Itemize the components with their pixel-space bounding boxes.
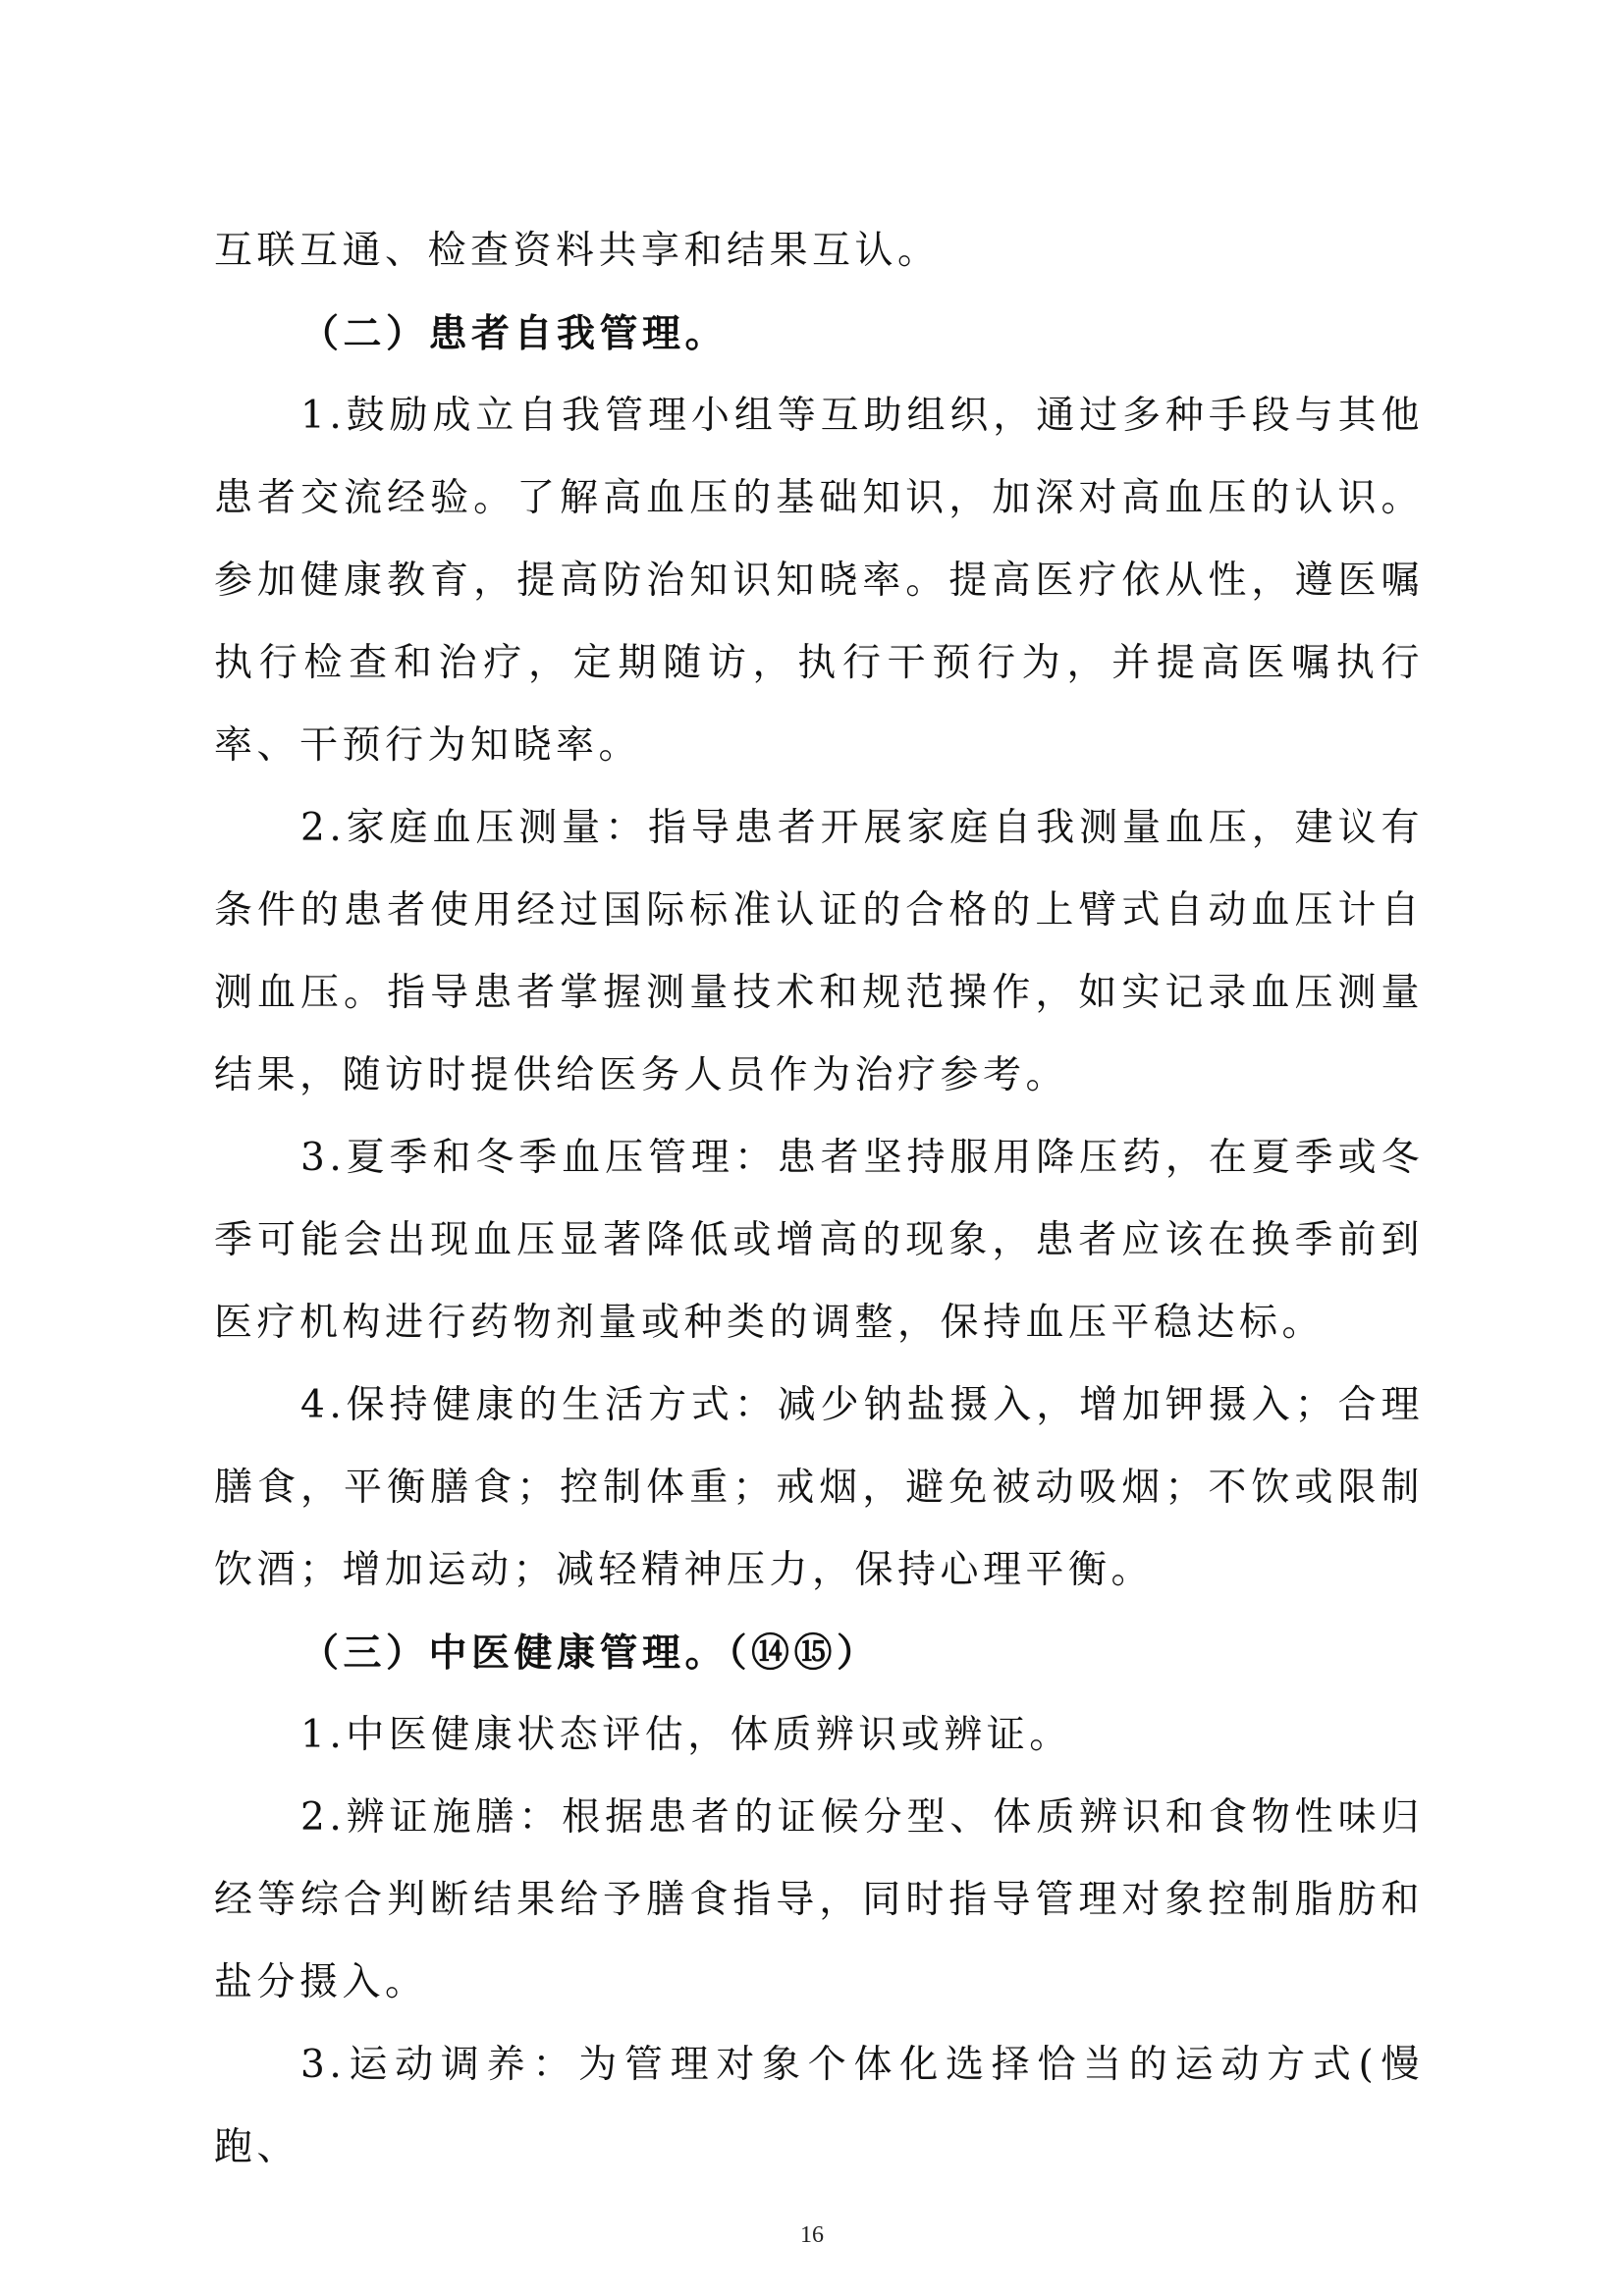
body-paragraph-continuation: 互联互通、检查资料共享和结果互认。 (214, 229, 941, 273)
section-heading-patient-self-management: （二）患者自我管理。 (300, 311, 729, 356)
body-paragraph-seasonal-bp-management: 3.夏季和冬季血压管理：患者坚持服用降压药，在夏季或冬季可能会出现血压显著降低或增高的现象，患者应该在换季前到医疗机构进行药物剂量或种类的调整，保持血压平稳达标。 (214, 1136, 1424, 1345)
body-paragraph-healthy-lifestyle: 4.保持健康的生活方式：减少钠盐摄入，增加钾摄入；合理膳食，平衡膳食；控制体重；戒烟，避免被动吸烟；不饮或限制饮酒；增加运动；减轻精神压力，保持心理平衡。 (214, 1383, 1424, 1592)
page-body (214, 210, 1424, 2189)
body-paragraph-self-management-group: 1.鼓励成立自我管理小组等互助组织，通过多种手段与其他患者交流经验。了解高血压的基础知识，加深对高血压的认识。参加健康教育，提高防治知识知晓率。提高医疗依从性，遵医嘱执行检查和治疗，定期随访，执行干预行为，并提高医嘱执行率、干预行为知晓率。 (214, 394, 1424, 768)
page-number: 16 (800, 2222, 824, 2248)
body-paragraph-tcm-assessment: 1.中医健康状态评估，体质辨识或辨证。 (300, 1713, 1072, 1757)
body-paragraph-exercise: 3.运动调养：为管理对象个体化选择恰当的运动方式(慢跑、 (214, 2043, 1424, 2169)
body-paragraph-dietary-guidance: 2.辨证施膳：根据患者的证候分型、体质辨识和食物性味归经等综合判断结果给予膳食指导，同时指导管理对象控制脂肪和盐分摄入。 (214, 1795, 1424, 2004)
body-paragraph-home-bp-measurement: 2.家庭血压测量：指导患者开展家庭自我测量血压，建议有条件的患者使用经过国际标准认证的合格的上臂式自动血压计自测血压。指导患者掌握测量技术和规范操作，如实记录血压测量结果，随访时提供给医务人员作为治疗参考。 (214, 806, 1424, 1097)
section-heading-tcm-health-management: （三）中医健康管理。（⑭⑮） (300, 1630, 880, 1676)
